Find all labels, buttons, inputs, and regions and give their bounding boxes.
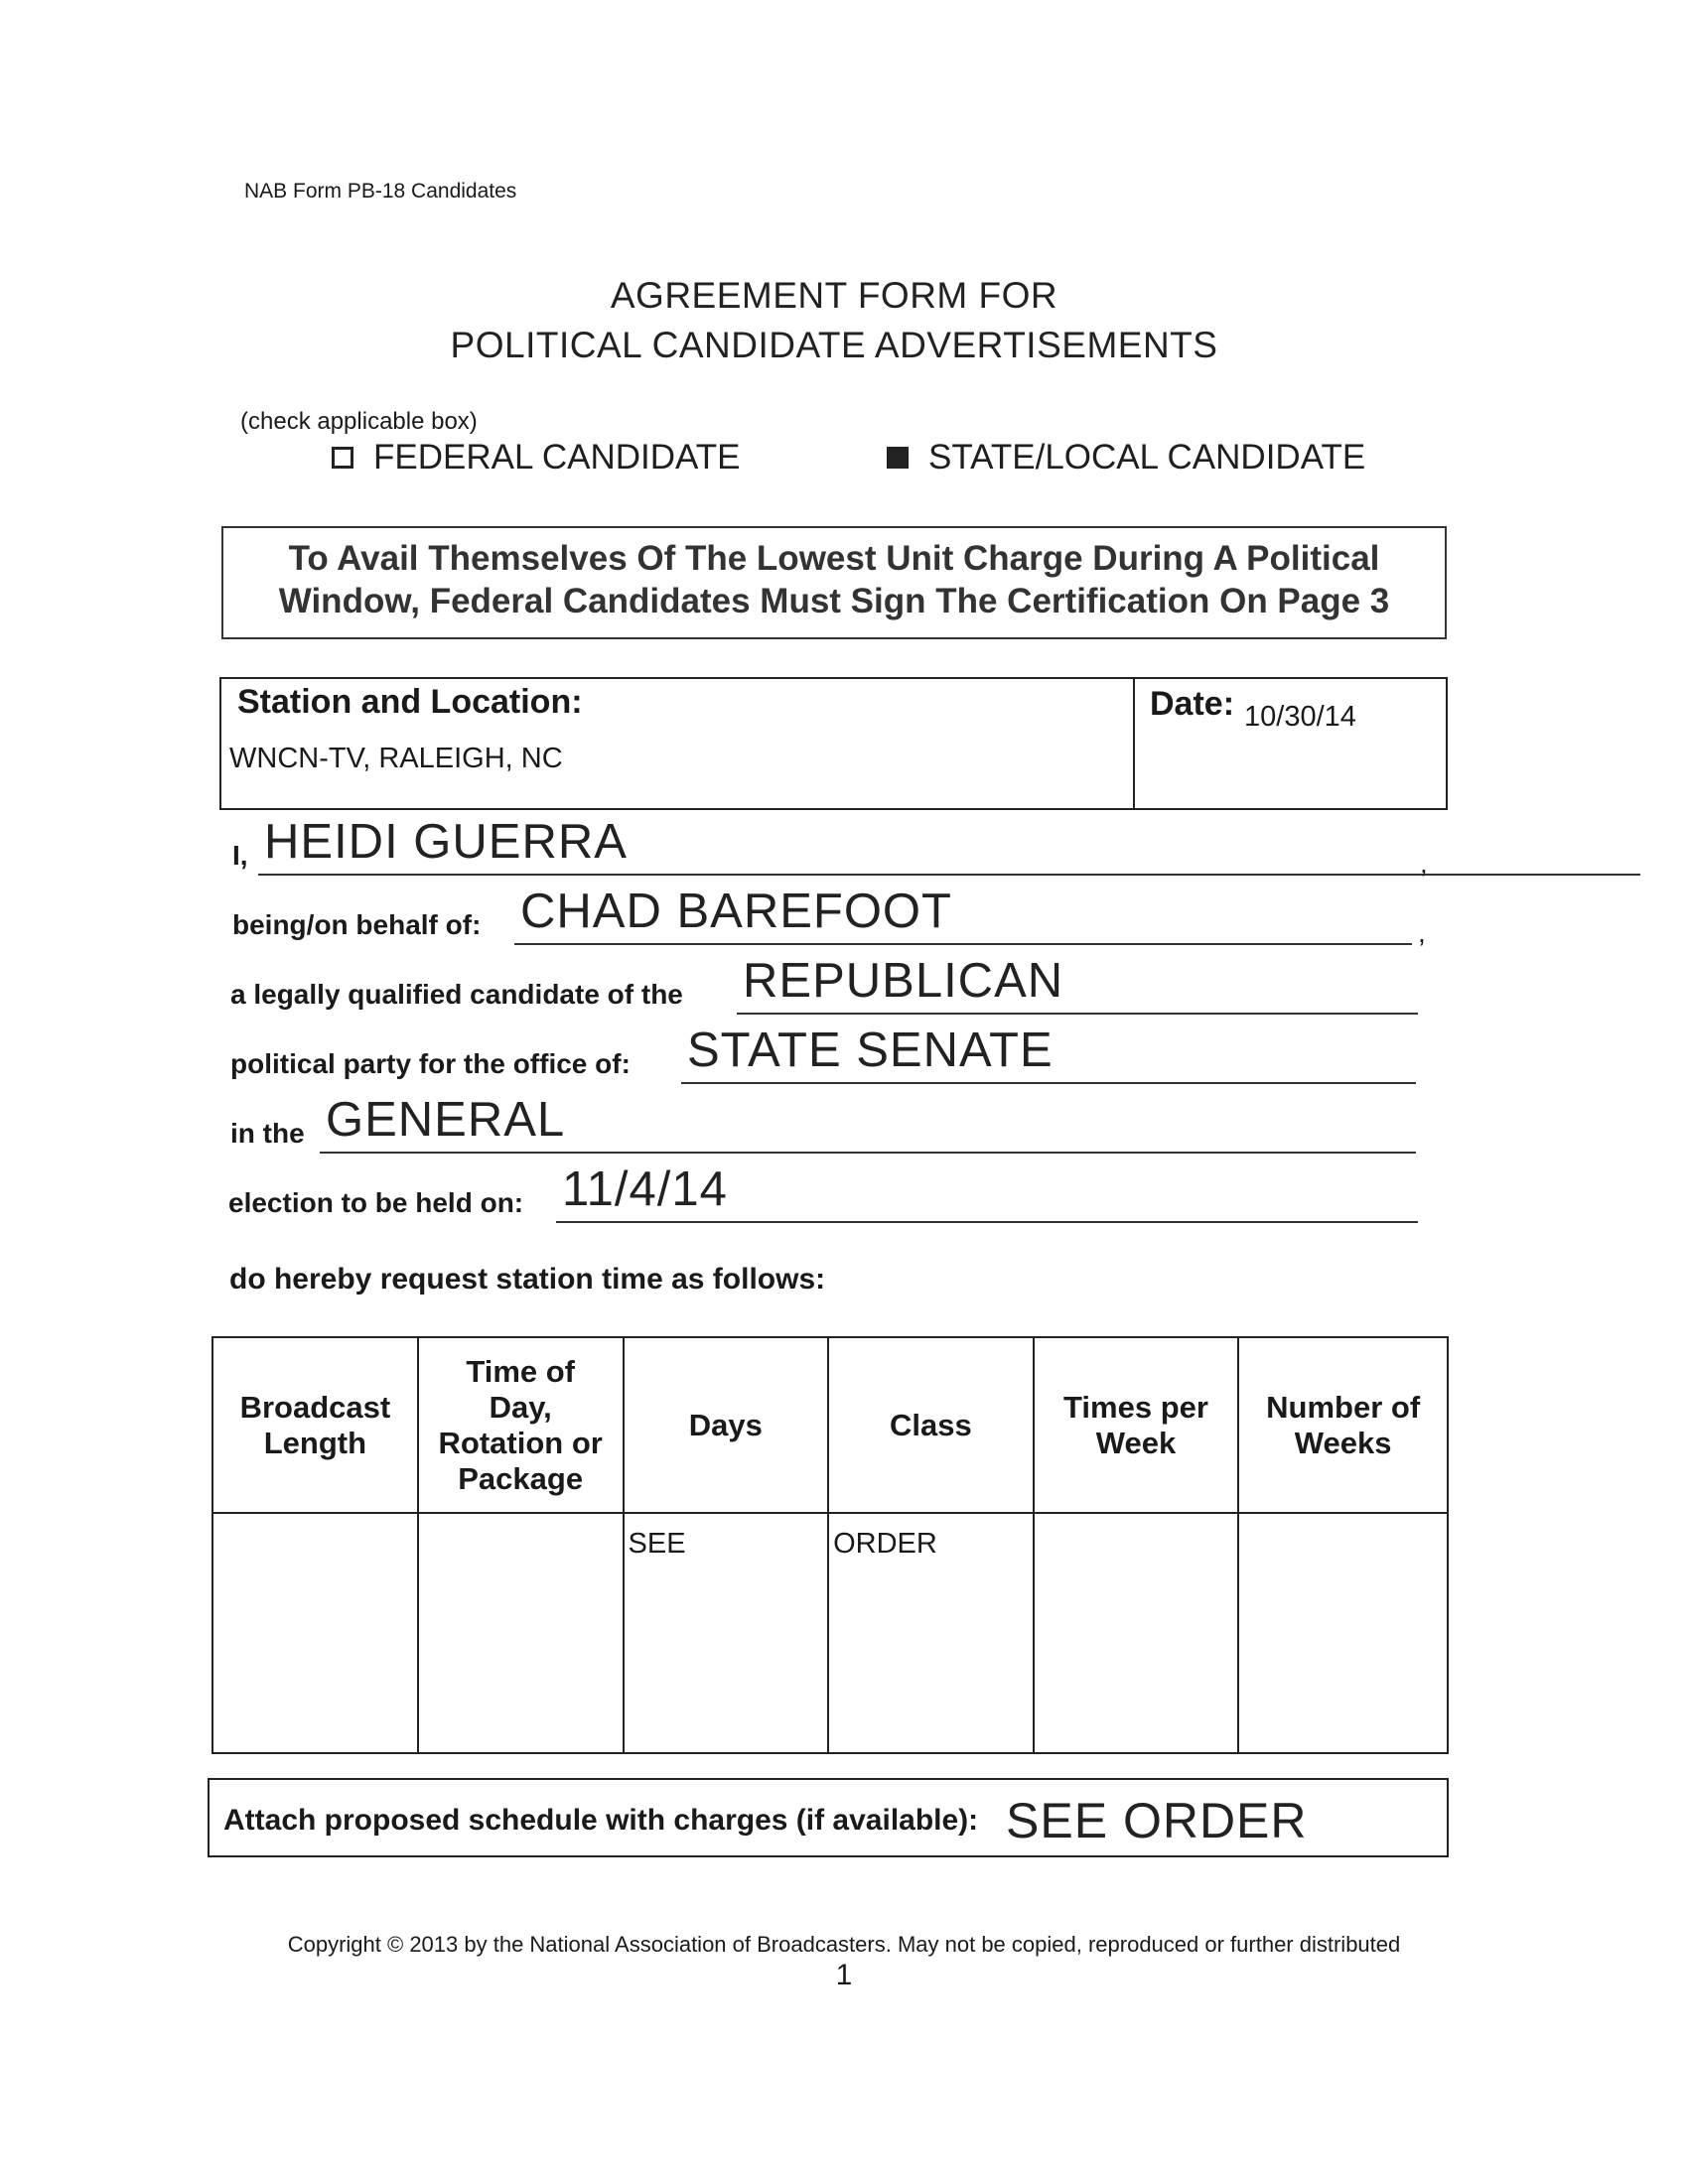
party-row	[228, 955, 1450, 1015]
behalf-comma: ,	[1418, 917, 1426, 948]
office-field[interactable]	[681, 1023, 1416, 1084]
cell-days[interactable]: SEE	[624, 1513, 829, 1753]
behalf-value: CHAD BAREFOOT	[520, 885, 952, 938]
election-type-label: in the	[230, 1118, 305, 1149]
party-value: REPUBLICAN	[743, 954, 1064, 1008]
state-local-candidate-option[interactable]	[887, 438, 1365, 478]
cell-broadcast-length[interactable]	[212, 1513, 418, 1753]
header-broadcast-length: Broadcast Length	[212, 1337, 418, 1513]
election-type-value: GENERAL	[326, 1093, 566, 1147]
station-label: Station and Location:	[237, 683, 583, 721]
election-date-row	[228, 1163, 1450, 1223]
requester-comma: ,	[1420, 848, 1428, 879]
cell-times-per-week[interactable]	[1034, 1513, 1239, 1753]
attach-schedule-box	[208, 1778, 1449, 1857]
notice-line2: Window, Federal Candidates Must Sign The Certification On Page 3	[278, 582, 1390, 620]
behalf-row	[228, 885, 1450, 948]
form-id: NAB Form PB-18 Candidates	[244, 180, 517, 203]
election-date-value: 11/4/14	[562, 1162, 728, 1216]
header-days: Days	[624, 1337, 829, 1513]
schedule-row	[212, 1513, 1448, 1753]
request-text: do hereby request station time as follows:	[229, 1263, 826, 1296]
federal-checkbox[interactable]	[332, 447, 353, 469]
date-field[interactable]: 10/30/14	[1244, 701, 1356, 733]
election-date-field[interactable]	[556, 1161, 1418, 1223]
requester-label: I,	[232, 840, 248, 871]
page-number: 1	[835, 1959, 853, 1991]
requester-row	[228, 815, 1450, 879]
federal-candidate-option[interactable]	[332, 438, 741, 478]
attach-label: Attach proposed schedule with charges (if available):	[223, 1804, 979, 1837]
state-local-checkbox[interactable]	[887, 447, 909, 469]
office-row	[228, 1024, 1450, 1084]
attach-field[interactable]: SEE ORDER	[1006, 1793, 1308, 1848]
cell-number-of-weeks[interactable]	[1238, 1513, 1448, 1753]
party-label: a legally qualified candidate of the	[230, 979, 683, 1010]
election-type-field[interactable]	[320, 1092, 1416, 1154]
behalf-field[interactable]	[514, 884, 1412, 945]
notice-line1: To Avail Themselves Of The Lowest Unit Charge During A Political	[288, 539, 1380, 578]
header-times-per-week: Times per Week	[1034, 1337, 1239, 1513]
form-title-line2: POLITICAL CANDIDATE ADVERTISEMENTS	[450, 325, 1218, 365]
office-label: political party for the office of:	[230, 1048, 631, 1079]
party-field[interactable]	[737, 953, 1418, 1015]
election-date-label: election to be held on:	[228, 1187, 524, 1218]
copyright-notice: Copyright © 2013 by the National Association of Broadcasters. May not be copied, reproduced or further distributed	[287, 1932, 1401, 1957]
schedule-table	[211, 1336, 1449, 1754]
schedule-header-row	[212, 1337, 1448, 1513]
federal-label: FEDERAL CANDIDATE	[373, 438, 741, 477]
requester-field[interactable]	[258, 814, 1640, 876]
election-type-row	[228, 1094, 1450, 1154]
form-title-line1: AGREEMENT FORM FOR	[610, 275, 1058, 316]
header-number-of-weeks: Number of Weeks	[1238, 1337, 1448, 1513]
state-local-label: STATE/LOCAL CANDIDATE	[928, 438, 1366, 477]
office-value: STATE SENATE	[687, 1024, 1054, 1077]
cell-class[interactable]: ORDER	[828, 1513, 1034, 1753]
behalf-label: being/on behalf of:	[232, 909, 482, 940]
station-divider	[1133, 679, 1135, 808]
check-instruction: (check applicable box)	[240, 408, 478, 435]
header-class: Class	[828, 1337, 1034, 1513]
cell-time-of-day[interactable]	[418, 1513, 624, 1753]
requester-value: HEIDI GUERRA	[264, 815, 628, 869]
lowest-unit-charge-notice	[221, 526, 1447, 639]
date-label: Date:	[1150, 685, 1235, 723]
header-time-of-day: Time of Day, Rotation or Package	[418, 1337, 624, 1513]
station-date-box	[219, 677, 1448, 810]
station-field[interactable]: WNCN-TV, RALEIGH, NC	[229, 743, 563, 774]
